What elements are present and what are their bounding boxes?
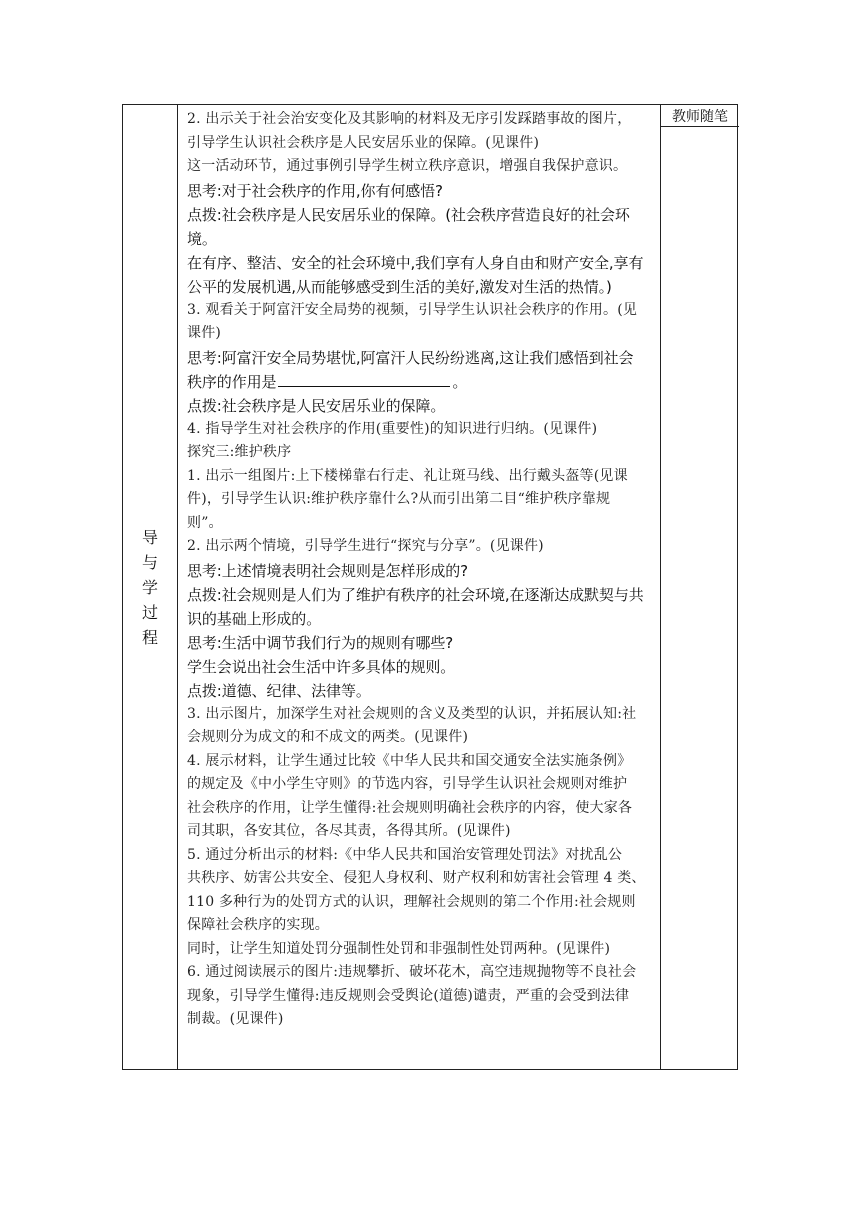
text-line: 2. 出示关于社会治安变化及其影响的材料及无序引发踩踏事故的图片，	[187, 111, 632, 127]
question-line: 思考:上述情境表明社会规则是怎样形成的?	[187, 561, 469, 580]
teacher-notes-header: 教师随笔	[661, 105, 739, 127]
text-line: 会规则分为成文的和不成文的两类。(见课件)	[187, 729, 469, 745]
question-line: 思考:对于社会秩序的作用,你有何感悟?	[187, 181, 443, 200]
text-line: 6. 通过阅读展示的图片:违规攀折、破坏花木，高空违规抛物等不良社会	[187, 964, 637, 980]
hint-line: 点拨:社会秩序是人民安居乐业的保障。	[187, 396, 446, 415]
section-label-char: 导	[141, 527, 158, 547]
hint-line: 点拨:社会秩序是人民安居乐业的保障。(社会秩序营造良好的社会环境。	[187, 205, 630, 248]
column-divider-right	[660, 105, 661, 1069]
text-line: 引导学生认识社会秩序是人民安居乐业的保障。(见课件)	[187, 134, 540, 151]
lesson-content	[187, 108, 657, 1032]
text-line: 共秩序、妨害公共安全、侵犯人身权利、财产权利和妨害社会管理 4 类、	[187, 870, 646, 886]
section-label-char: 学	[141, 577, 158, 597]
answer-blank	[278, 370, 450, 387]
section-heading: 探究三:维护秩序	[187, 444, 292, 460]
text-line: 则”。	[187, 514, 223, 531]
text-line: 5. 通过分析出示的材料:《中华人民共和国治安管理处罚法》对扰乱公	[187, 846, 623, 863]
hint-line: 公平的发展机遇,从而能够感受到生活的美好,激发对生活的热情。)	[187, 277, 612, 296]
text-line: 保障社会秩序的实现。	[187, 917, 329, 933]
text-line: 4. 展示材料，让学生通过比较《中华人民共和国交通安全法实施条例》	[187, 752, 632, 769]
text-line: 现象，引导学生懂得:违反规则会受舆论(道德)谴责，严重的会受到法律	[187, 987, 630, 1004]
hint-line: 点拨:社会规则是人们为了维护有秩序的社会环境,在逐渐达成默契与共	[187, 585, 644, 604]
text-line: 的规定及《中小学生守则》的节选内容，引导学生认识社会规则对维护	[187, 776, 628, 792]
text-line: 同时，让学生知道处罚分强制性处罚和非强制性处罚两种。(见课件)	[187, 940, 611, 957]
hint-line: 识的基础上形成的。	[187, 609, 322, 628]
question-line: 思考:阿富汗安全局势堪忧,阿富汗人民纷纷逃离,这让我们感悟到社会	[187, 348, 634, 367]
answer-line: 学生会说出社会生活中许多具体的规则。	[187, 657, 456, 676]
section-label-char: 过	[141, 602, 158, 622]
text-line: 社会秩序的作用，让学生懂得:社会规则明确社会秩序的内容，使大家各	[187, 799, 633, 816]
text-line: 1. 出示一组图片:上下楼梯靠右行走、礼让斑马线、出行戴头盔等(见课	[187, 467, 628, 484]
hint-line: 点拨:道德、纪律、法律等。	[187, 681, 371, 700]
text-line: 件)，引导学生认识:维护秩序靠什么?从而引出第二目“维护秩序靠规	[187, 491, 611, 507]
lesson-table	[122, 104, 738, 1070]
text-line: 制裁。(见课件)	[187, 1011, 284, 1027]
text-line: 这一活动环节，通过事例引导学生树立秩序意识，增强自我保护意识。	[187, 158, 628, 174]
question-line: 思考:生活中调节我们行为的规则有哪些?	[187, 633, 454, 652]
question-line	[187, 370, 657, 394]
text-line: 110 多种行为的处罚方式的认识，理解社会规则的第二个作用:社会规则	[187, 893, 636, 910]
text-line: 3. 出示图片，加深学生对社会规则的含义及类型的认识，并拓展认知:社	[187, 705, 637, 722]
text-line: 4. 指导学生对社会秩序的作用(重要性)的知识进行归纳。(见课件)	[187, 420, 598, 437]
question-text: 秩序的作用是	[187, 372, 277, 391]
question-text-end: 。	[452, 372, 468, 391]
text-line: 课件)	[187, 325, 222, 341]
section-label-char: 与	[141, 552, 158, 572]
section-label	[123, 105, 177, 1069]
hint-line: 在有序、整洁、安全的社会环境中,我们享有人身自由和财产安全,享有	[187, 253, 644, 272]
text-line: 司其职，各安其位，各尽其责，各得其所。(见课件)	[187, 823, 511, 839]
section-label-char: 程	[141, 627, 158, 647]
column-divider-left	[177, 105, 178, 1069]
text-line: 2. 出示两个情境，引导学生进行“探究与分享”。(见课件)	[187, 538, 544, 554]
text-line: 3. 观看关于阿富汗安全局势的视频，引导学生认识社会秩序的作用。(见	[187, 301, 638, 318]
